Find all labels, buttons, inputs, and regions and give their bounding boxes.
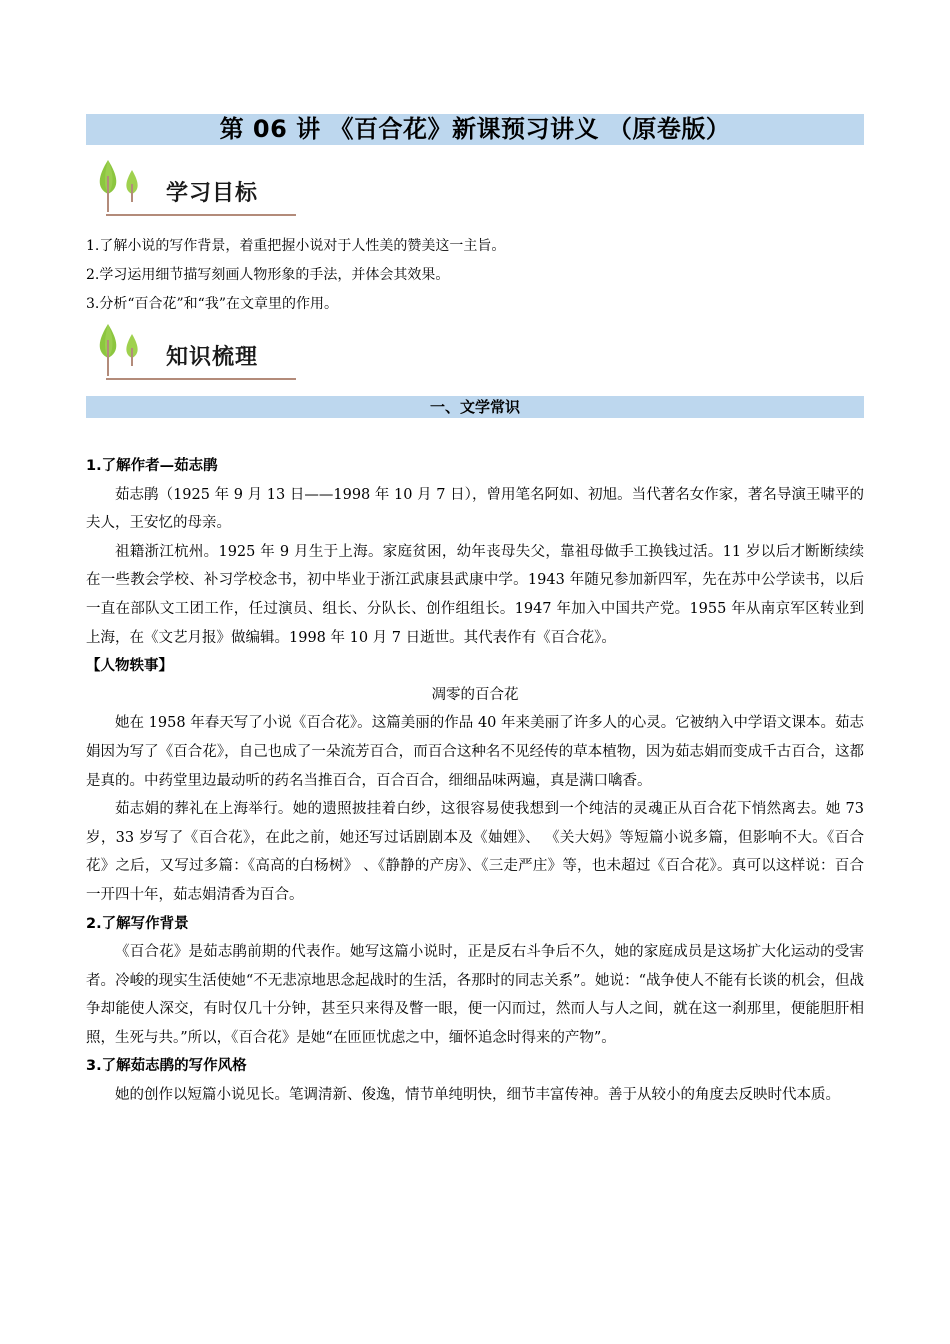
section-label-goals: 学习目标 xyxy=(166,181,259,206)
section-underline xyxy=(106,378,296,380)
paragraph: 茹志娟的葬礼在上海举行。她的遗照披挂着白纱，这很容易使我想到一个纯洁的灵魂正从百合花下悄然离去。她 73 岁，33 岁写了《百合花》，在此之前，她还写过话剧剧本及《妯娌》、 《关大妈》等短篇小说多篇，但影响不大。《百合花》之后，又写过多篇：《高高的白杨树》 、《静静的产房》、《三走严庄》等，也未超过《百合花》。真可以这样说：百合一开四十年，茹志娟清香为百合。 xyxy=(86,801,864,903)
section-underline xyxy=(106,214,296,216)
tree-icon xyxy=(94,158,154,214)
section-header-goals xyxy=(86,158,306,220)
goals-list xyxy=(86,232,864,319)
goal-item: 2.学习运用细节描写刻画人物形象的手法，并体会其效果。 xyxy=(86,267,450,283)
part3-heading: 3.了解茹志鹃的写作风格 xyxy=(86,1058,247,1075)
paragraph: 她在 1958 年春天写了小说《百合花》。这篇美丽的作品 40 年来美丽了许多人的心灵。它被纳入中学语文课本。茹志娟因为写了《百合花》，自己也成了一朵流芳百合，而百合这种名不见经传的草本植物，因为茹志娟而变成千古百合，这都是真的。中药堂里边最动听的药名当推百合，百合百合，细细品味两遍，真是满口噙香。 xyxy=(86,715,864,789)
goal-item: 1.了解小说的写作背景，着重把握小说对于人性美的赞美这一主旨。 xyxy=(86,238,506,254)
paragraph: 祖籍浙江杭州。1925 年 9 月生于上海。家庭贫困，幼年丧母失父，靠祖母做手工换钱过活。11 岁以后才断断续续在一些教会学校、补习学校念书，初中毕业于浙江武康县武康中学。1943 年随兄参加新四军，先在苏中公学读书，以后一直在部队文工团工作，任过演员、组长、分队长、创作组组长。1947 年加入中国共产党。1955 年从南京军区转业到上海，在《文艺月报》做编辑。1998 年 10 月 7 日逝世。其代表作有《百合花》。 xyxy=(86,543,864,646)
goal-item: 3.分析“百合花”和“我”在文章里的作用。 xyxy=(86,296,338,312)
knowledge-body xyxy=(86,452,864,1110)
anecdote-label: 【人物轶事】 xyxy=(86,658,173,675)
section-header-knowledge xyxy=(86,322,306,384)
section-label-knowledge: 知识梳理 xyxy=(166,345,259,370)
tree-icon xyxy=(94,322,154,378)
document-title: 第 06 讲 《百合花》新课预习讲义 （原卷版） xyxy=(86,114,864,145)
paragraph: 茹志鹃（1925 年 9 月 13 日——1998 年 10 月 7 日），曾用笔名阿如、初旭。当代著名女作家，著名导演王啸平的夫人，王安忆的母亲。 xyxy=(86,486,864,532)
part2-heading: 2.了解写作背景 xyxy=(86,915,189,932)
subsection-title: 一、文学常识 xyxy=(86,396,864,418)
paragraph: 《百合花》是茹志鹃前期的代表作。她写这篇小说时，正是反右斗争后不久，她的家庭成员是这场扩大化运动的受害者。冷峻的现实生活使她“不无悲凉地思念起战时的生活，各那时的同志关系”。她说：“战争使人不能有长谈的机会，但战争却能使人深交，有时仅几十分钟，甚至只来得及瞥一眼，便一闪而过，然而人与人之间，就在这一刹那里，便能胆肝相照，生死与共。”所以，《百合花》是她“在匝匝忧虑之中，缅怀追念时得来的产物”。 xyxy=(86,944,864,1046)
part1-heading: 1.了解作者—茹志鹃 xyxy=(86,458,218,474)
anecdote-title: 凋零的百合花 xyxy=(431,686,519,703)
paragraph: 她的创作以短篇小说见长。笔调清新、俊逸，情节单纯明快，细节丰富传神。善于从较小的角度去反映时代本质。 xyxy=(115,1087,840,1104)
